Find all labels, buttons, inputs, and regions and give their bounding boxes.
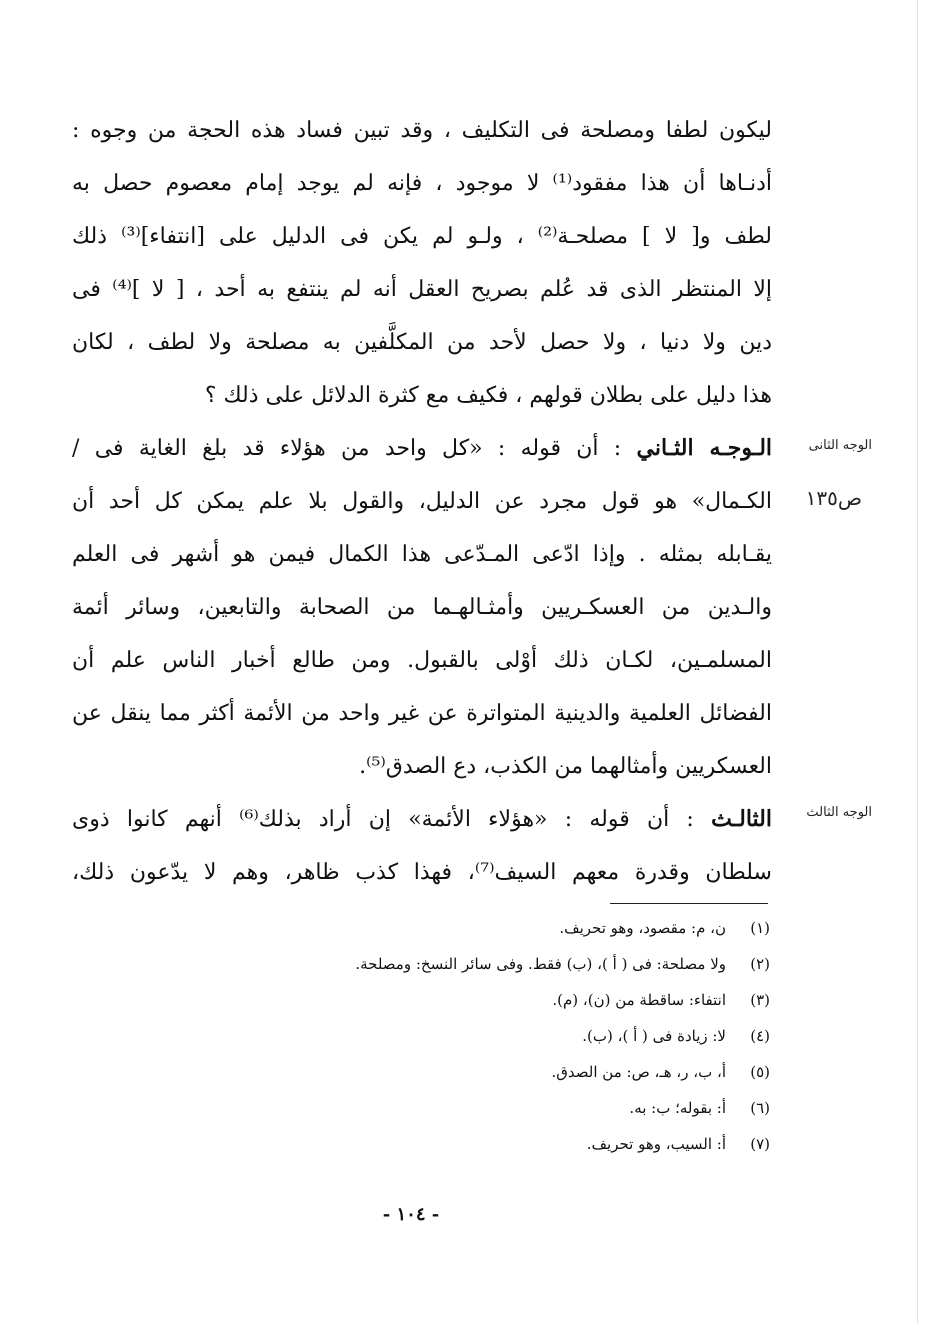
scan-edge-line: [917, 0, 918, 1324]
text-line: والـدين من العسكـريين وأمثـالهـما من الصحابة والتابعين، وسائر أئمة: [72, 595, 772, 620]
footnote-text: أ، ب، ر، هـ، ص: من الصدق.: [551, 1063, 726, 1081]
text-line: أدنـاها أن هذا مفقود⁽¹⁾ لا موجود ، فإنه لم يوجد إمام معصوم حصل به: [72, 171, 772, 196]
text-line: يقـابله بمثله . وإذا ادّعى المـدّعى هذا الكمال فيمن هو أشهر فى العلم: [72, 542, 772, 567]
paragraph-second-aspect: [72, 422, 772, 793]
footnote-item: [120, 1090, 770, 1126]
section-heading-second: الـوجـه الثـاني: [636, 435, 772, 461]
text-line: العسكريين وأمثالهما من الكذب، دع الصدق⁽⁵⁾.: [359, 754, 772, 779]
margin-label-second-aspect: الوجه الثانى: [808, 438, 872, 453]
footnote-number: (٧): [750, 1135, 770, 1153]
text-line-rest: : أن قوله : «كل واحد من هؤلاء قد بلغ الغاية فى /: [72, 436, 622, 461]
footnote-item: [120, 982, 770, 1018]
footnote-text: أ: بقوله؛ ب: به.: [629, 1099, 726, 1117]
footnote-text: ولا مصلحة: فى ( أ )، (ب) فقط. وفى سائر النسخ: ومصلحة.: [355, 955, 726, 973]
text-line: إلا المنتظر الذى قد عُلم بصريح العقل أنه لم ينتفع به أحد ، [ لا ]⁽⁴⁾ فى: [72, 277, 772, 302]
paragraph-first: [72, 104, 772, 422]
section-heading-third: الثالـث: [711, 806, 772, 832]
footnote-text: ن، م: مقصود، وهو تحريف.: [559, 919, 726, 937]
text-line: دين ولا دنيا ، ولا حصل لأحد من المكلَّفين به مصلحة ولا لطف ، لكان: [72, 330, 772, 355]
text-line: الكـمال» هو قول مجرد عن الدليل، والقول بلا علم يمكن كل أحد أن: [72, 489, 772, 514]
footnote-number: (١): [750, 919, 770, 937]
footnote-separator: [610, 903, 768, 904]
footnote-number: (٢): [750, 955, 770, 973]
text-line-first: [72, 422, 772, 475]
footnotes-list: [120, 910, 770, 1162]
footnote-text: لا: زيادة فى ( أ )، (ب).: [582, 1027, 726, 1045]
footnote-number: (٥): [750, 1063, 770, 1081]
page-number: - ١٠٤ -: [382, 1204, 440, 1225]
footnote-item: [120, 946, 770, 982]
footnote-text: أ: السيب، وهو تحريف.: [586, 1135, 726, 1153]
text-line: هذا دليل على بطلان قولهم ، فكيف مع كثرة الدلائل على ذلك ؟: [204, 383, 772, 408]
margin-page-reference: ص١٣٥: [805, 486, 862, 510]
footnote-item: [120, 1126, 770, 1162]
footnote-number: (٤): [750, 1027, 770, 1045]
text-line: ليكون لطفا ومصلحة فى التكليف ، وقد تبين فساد هذه الحجة من وجوه :: [72, 118, 772, 143]
footnote-number: (٦): [750, 1099, 770, 1117]
text-line: سلطان وقدرة معهم السيف⁽⁷⁾، فهذا كذب ظاهر، وهم لا يدّعون ذلك،: [72, 860, 772, 885]
footnote-item: [120, 1018, 770, 1054]
text-line-first: [72, 793, 772, 846]
footnote-item: [120, 910, 770, 946]
text-line-rest: : أن قوله : «هؤلاء الأئمة» إن أراد بذلك⁽⁶⁾ أنهم كانوا ذوى: [72, 807, 694, 832]
footnote-number: (٣): [750, 991, 770, 1009]
margin-label-third-aspect: الوجه الثالث: [806, 805, 872, 820]
footnote-item: [120, 1054, 770, 1090]
paragraph-third-aspect: [72, 793, 772, 899]
text-line: الفضائل العلمية والدينية المتواترة عن غير واحد من الأئمة أكثر مما ينقل عن: [72, 701, 772, 726]
text-line: المسلمـين، لكـان ذلك أوْلى بالقبول. ومن طالع أخبار الناس علم أن: [72, 648, 772, 673]
text-line: لطف و[ لا ] مصلحـة⁽²⁾ ، ولـو لم يكن فى الدليل على [انتفاء]⁽³⁾ ذلك: [72, 224, 772, 249]
footnote-text: انتفاء: ساقطة من (ن)، (م).: [552, 991, 726, 1009]
